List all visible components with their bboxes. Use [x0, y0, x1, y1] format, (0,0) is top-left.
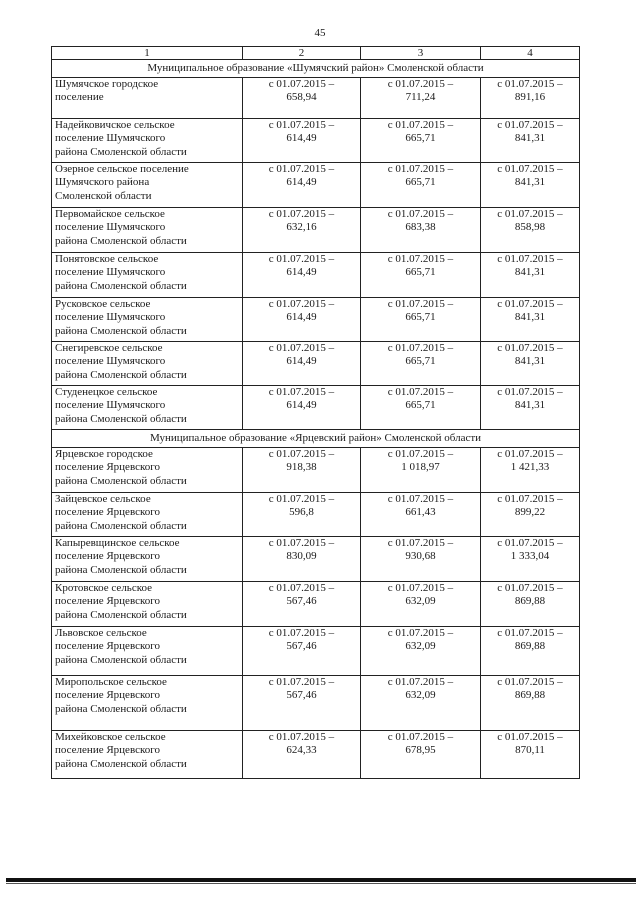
cell-line: Русковское сельское — [55, 298, 151, 310]
cell-line: с 01.07.2015 – — [387, 731, 454, 743]
cell-line: с 01.07.2015 – — [268, 119, 335, 131]
value-cell-col4 — [481, 78, 580, 119]
cell-line: с 01.07.2015 – — [268, 298, 335, 310]
cell-line: с 01.07.2015 – — [268, 208, 335, 220]
cell-line: поселение Шумячского — [55, 311, 166, 324]
cell-line: 614,49 — [286, 132, 317, 145]
cell-line: с 01.07.2015 – — [268, 253, 335, 265]
cell-line: Капыревщинское сельское — [55, 537, 180, 549]
cell-line: 891,16 — [514, 91, 546, 104]
settlement-name-cell — [52, 493, 243, 537]
cell-line: района Смоленской области — [55, 145, 187, 158]
table-row — [52, 731, 580, 779]
cell-line: 614,49 — [286, 176, 317, 189]
cell-line: 870,11 — [515, 744, 545, 757]
cell-line: Смоленской области — [55, 189, 152, 202]
settlement-name-cell — [52, 298, 243, 342]
cell-line: с 01.07.2015 – — [268, 342, 335, 354]
value-cell-col3 — [361, 386, 481, 430]
value-cell-col4 — [481, 342, 580, 386]
cell-line: с 01.07.2015 – — [387, 78, 454, 90]
cell-line: 930,68 — [405, 550, 436, 563]
value-cell-col2 — [243, 731, 361, 779]
value-cell-col3 — [361, 163, 481, 208]
cell-line: с 01.07.2015 – — [497, 78, 563, 90]
cell-line: Кротовское сельское — [55, 582, 153, 594]
cell-line: 567,46 — [286, 689, 317, 702]
settlement-name-cell — [52, 731, 243, 779]
cell-line: поселение Ярцевского — [55, 595, 160, 608]
table-row — [52, 627, 580, 676]
value-cell-col2 — [243, 386, 361, 430]
section-header-row — [52, 430, 580, 448]
section-title: Муниципальное образование «Шумячский район» Смоленской области — [52, 60, 580, 78]
cell-line: поселение Шумячского — [55, 132, 166, 145]
cell-line: 841,31 — [514, 399, 546, 412]
value-cell-col3 — [361, 119, 481, 163]
value-cell-col4 — [481, 386, 580, 430]
cell-line: с 01.07.2015 – — [268, 731, 335, 743]
value-cell-col4 — [481, 731, 580, 779]
value-cell-col4 — [481, 582, 580, 627]
cell-line: 841,31 — [514, 266, 546, 279]
settlement-name-cell — [52, 163, 243, 208]
cell-line: Зайцевское сельское — [55, 493, 151, 505]
value-cell-col2 — [243, 163, 361, 208]
value-cell-col3 — [361, 493, 481, 537]
cell-line: Понятовское сельское — [55, 253, 159, 265]
cell-line: 567,46 — [286, 640, 317, 653]
table-row — [52, 78, 580, 119]
cell-line: района Смоленской области — [55, 279, 187, 292]
cell-line: 658,94 — [286, 91, 317, 104]
column-header-row — [52, 47, 580, 60]
cell-line: района Смоленской области — [55, 234, 187, 247]
section-header-row — [52, 60, 580, 78]
value-cell-col2 — [243, 448, 361, 493]
cell-line: 711,24 — [405, 91, 436, 104]
cell-line: с 01.07.2015 – — [497, 676, 563, 688]
cell-line: 632,09 — [405, 640, 436, 653]
value-cell-col2 — [243, 119, 361, 163]
value-cell-col3 — [361, 208, 481, 253]
cell-line: 683,38 — [405, 221, 436, 234]
cell-line: Первомайское сельское — [55, 208, 165, 220]
cell-line: 665,71 — [405, 399, 436, 412]
cell-line: поселение Шумячского — [55, 221, 166, 234]
cell-line: 830,09 — [286, 550, 317, 563]
cell-line: Ярцевское городское — [55, 448, 153, 460]
table-row — [52, 253, 580, 298]
cell-line: поселение Ярцевского — [55, 550, 160, 563]
cell-line: 918,38 — [286, 461, 317, 474]
cell-line: с 01.07.2015 – — [268, 676, 335, 688]
cell-line: 614,49 — [286, 266, 317, 279]
cell-line: с 01.07.2015 – — [268, 493, 335, 505]
cell-line: 665,71 — [405, 355, 436, 368]
cell-line: с 01.07.2015 – — [497, 448, 563, 460]
value-cell-col3 — [361, 342, 481, 386]
table-row — [52, 537, 580, 582]
cell-line: 614,49 — [286, 399, 317, 412]
value-cell-col3 — [361, 448, 481, 493]
value-cell-col2 — [243, 208, 361, 253]
cell-line: с 01.07.2015 – — [268, 537, 335, 549]
cell-line: с 01.07.2015 – — [387, 163, 454, 175]
value-cell-col2 — [243, 78, 361, 119]
cell-line: района Смоленской области — [55, 563, 187, 576]
bottom-rule — [6, 878, 636, 882]
settlement-name-cell — [52, 676, 243, 731]
cell-line: с 01.07.2015 – — [497, 731, 563, 743]
table-row — [52, 448, 580, 493]
cell-line: с 01.07.2015 – — [387, 493, 454, 505]
cell-line: района Смоленской области — [55, 608, 187, 621]
table-row — [52, 493, 580, 537]
cell-line: 869,88 — [514, 640, 546, 653]
cell-line: 678,95 — [405, 744, 436, 757]
cell-line: 665,71 — [405, 311, 436, 324]
value-cell-col4 — [481, 537, 580, 582]
cell-line: с 01.07.2015 – — [387, 537, 454, 549]
cell-line: 665,71 — [405, 176, 436, 189]
cell-line: 614,49 — [286, 355, 317, 368]
cell-line: Шумячское городское — [55, 78, 159, 90]
cell-line: 858,98 — [514, 221, 546, 234]
table-body — [52, 60, 580, 779]
cell-line: поселение Ярцевского — [55, 640, 160, 653]
table-row — [52, 342, 580, 386]
value-cell-col3 — [361, 253, 481, 298]
cell-line: с 01.07.2015 – — [497, 163, 563, 175]
cell-line: 899,22 — [514, 506, 546, 519]
cell-line: района Смоленской области — [55, 412, 187, 425]
value-cell-col2 — [243, 582, 361, 627]
cell-line: с 01.07.2015 – — [387, 627, 454, 639]
cell-line: поселение Шумячского — [55, 266, 166, 279]
settlement-name-cell — [52, 537, 243, 582]
cell-line: 841,31 — [514, 132, 546, 145]
column-header-1: 1 — [52, 47, 243, 60]
table-row — [52, 582, 580, 627]
cell-line: с 01.07.2015 – — [497, 537, 563, 549]
cell-line: 661,43 — [405, 506, 436, 519]
cell-line: с 01.07.2015 – — [387, 582, 454, 594]
cell-line: 869,88 — [514, 595, 546, 608]
cell-line: с 01.07.2015 – — [268, 627, 335, 639]
cell-line: поселение Ярцевского — [55, 506, 160, 519]
cell-line: с 01.07.2015 – — [497, 119, 563, 131]
cell-line: района Смоленской области — [55, 702, 187, 715]
value-cell-col2 — [243, 676, 361, 731]
value-cell-col3 — [361, 582, 481, 627]
column-header-4: 4 — [481, 47, 580, 60]
cell-line: с 01.07.2015 – — [497, 493, 563, 505]
value-cell-col3 — [361, 298, 481, 342]
settlement-name-cell — [52, 208, 243, 253]
cell-line: с 01.07.2015 – — [387, 342, 454, 354]
cell-line: района Смоленской области — [55, 519, 187, 532]
value-cell-col2 — [243, 342, 361, 386]
value-cell-col4 — [481, 676, 580, 731]
value-cell-col2 — [243, 493, 361, 537]
table-row — [52, 208, 580, 253]
cell-line: 665,71 — [405, 266, 436, 279]
value-cell-col2 — [243, 627, 361, 676]
cell-line: поселение Ярцевского — [55, 689, 160, 702]
value-cell-col3 — [361, 78, 481, 119]
cell-line: с 01.07.2015 – — [387, 676, 454, 688]
cell-line: с 01.07.2015 – — [387, 298, 454, 310]
cell-line: 632,16 — [286, 221, 317, 234]
cell-line: Львовское сельское — [55, 627, 147, 639]
settlement-name-cell — [52, 119, 243, 163]
page-number: 45 — [314, 27, 326, 39]
settlement-name-cell — [52, 253, 243, 298]
cell-line: с 01.07.2015 – — [268, 448, 335, 460]
cell-line: с 01.07.2015 – — [497, 627, 563, 639]
cell-line: района Смоленской области — [55, 474, 187, 487]
cell-line: с 01.07.2015 – — [497, 298, 563, 310]
cell-line: поселение Ярцевского — [55, 744, 160, 757]
cell-line: с 01.07.2015 – — [268, 163, 335, 175]
cell-line: с 01.07.2015 – — [387, 119, 454, 131]
table-row — [52, 163, 580, 208]
cell-line: Студенецкое сельское — [55, 386, 158, 398]
table-row — [52, 386, 580, 430]
cell-line: района Смоленской области — [55, 368, 187, 381]
value-cell-col2 — [243, 253, 361, 298]
cell-line: 841,31 — [514, 176, 546, 189]
cell-line: 1 421,33 — [510, 461, 550, 474]
cell-line: 624,33 — [286, 744, 317, 757]
settlement-name-cell — [52, 342, 243, 386]
cell-line: Михейковское сельское — [55, 731, 166, 743]
table-row — [52, 298, 580, 342]
cell-line: с 01.07.2015 – — [268, 386, 335, 398]
cell-line: с 01.07.2015 – — [387, 448, 454, 460]
cell-line: Озерное сельское поселение — [55, 163, 189, 175]
value-cell-col3 — [361, 731, 481, 779]
settlement-name-cell — [52, 78, 243, 119]
cell-line: с 01.07.2015 – — [268, 78, 335, 90]
tariff-table — [51, 46, 580, 779]
value-cell-col3 — [361, 537, 481, 582]
cell-line: 665,71 — [405, 132, 436, 145]
cell-line: района Смоленской области — [55, 757, 187, 770]
value-cell-col4 — [481, 493, 580, 537]
cell-line: 614,49 — [286, 311, 317, 324]
cell-line: с 01.07.2015 – — [497, 386, 563, 398]
cell-line: Надейковичское сельское — [55, 119, 175, 131]
cell-line: 841,31 — [514, 355, 546, 368]
cell-line: с 01.07.2015 – — [497, 253, 563, 265]
value-cell-col2 — [243, 298, 361, 342]
cell-line: поселение — [55, 91, 104, 104]
bottom-rule-thin — [6, 883, 636, 884]
settlement-name-cell — [52, 386, 243, 430]
table-row — [52, 119, 580, 163]
cell-line: с 01.07.2015 – — [497, 342, 563, 354]
value-cell-col3 — [361, 627, 481, 676]
cell-line: 841,31 — [514, 311, 546, 324]
cell-line: с 01.07.2015 – — [497, 208, 563, 220]
cell-line: 567,46 — [286, 595, 317, 608]
cell-line: 596,8 — [289, 506, 314, 519]
cell-line: поселение Ярцевского — [55, 461, 160, 474]
cell-line: района Смоленской области — [55, 324, 187, 337]
cell-line: с 01.07.2015 – — [387, 386, 454, 398]
cell-line: 632,09 — [405, 689, 436, 702]
cell-line: 869,88 — [514, 689, 546, 702]
settlement-name-cell — [52, 582, 243, 627]
value-cell-col4 — [481, 119, 580, 163]
settlement-name-cell — [52, 448, 243, 493]
cell-line: района Смоленской области — [55, 653, 187, 666]
value-cell-col4 — [481, 253, 580, 298]
value-cell-col4 — [481, 163, 580, 208]
column-header-3: 3 — [361, 47, 481, 60]
cell-line: с 01.07.2015 – — [387, 253, 454, 265]
settlement-name-cell — [52, 627, 243, 676]
value-cell-col4 — [481, 298, 580, 342]
cell-line: Снегиревское сельское — [55, 342, 163, 354]
cell-line: с 01.07.2015 – — [268, 582, 335, 594]
value-cell-col3 — [361, 676, 481, 731]
table-row — [52, 676, 580, 731]
cell-line: Миропольское сельское — [55, 676, 167, 688]
cell-line: Шумячского района — [55, 176, 150, 189]
cell-line: 1 018,97 — [401, 461, 440, 474]
cell-line: поселение Шумячского — [55, 355, 166, 368]
column-header-2: 2 — [243, 47, 361, 60]
cell-line: с 01.07.2015 – — [497, 582, 563, 594]
value-cell-col4 — [481, 448, 580, 493]
value-cell-col4 — [481, 627, 580, 676]
cell-line: 632,09 — [405, 595, 436, 608]
cell-line: 1 333,04 — [510, 550, 550, 563]
cell-line: поселение Шумячского — [55, 399, 166, 412]
cell-line: с 01.07.2015 – — [387, 208, 454, 220]
section-title: Муниципальное образование «Ярцевский район» Смоленской области — [52, 430, 580, 448]
value-cell-col4 — [481, 208, 580, 253]
value-cell-col2 — [243, 537, 361, 582]
